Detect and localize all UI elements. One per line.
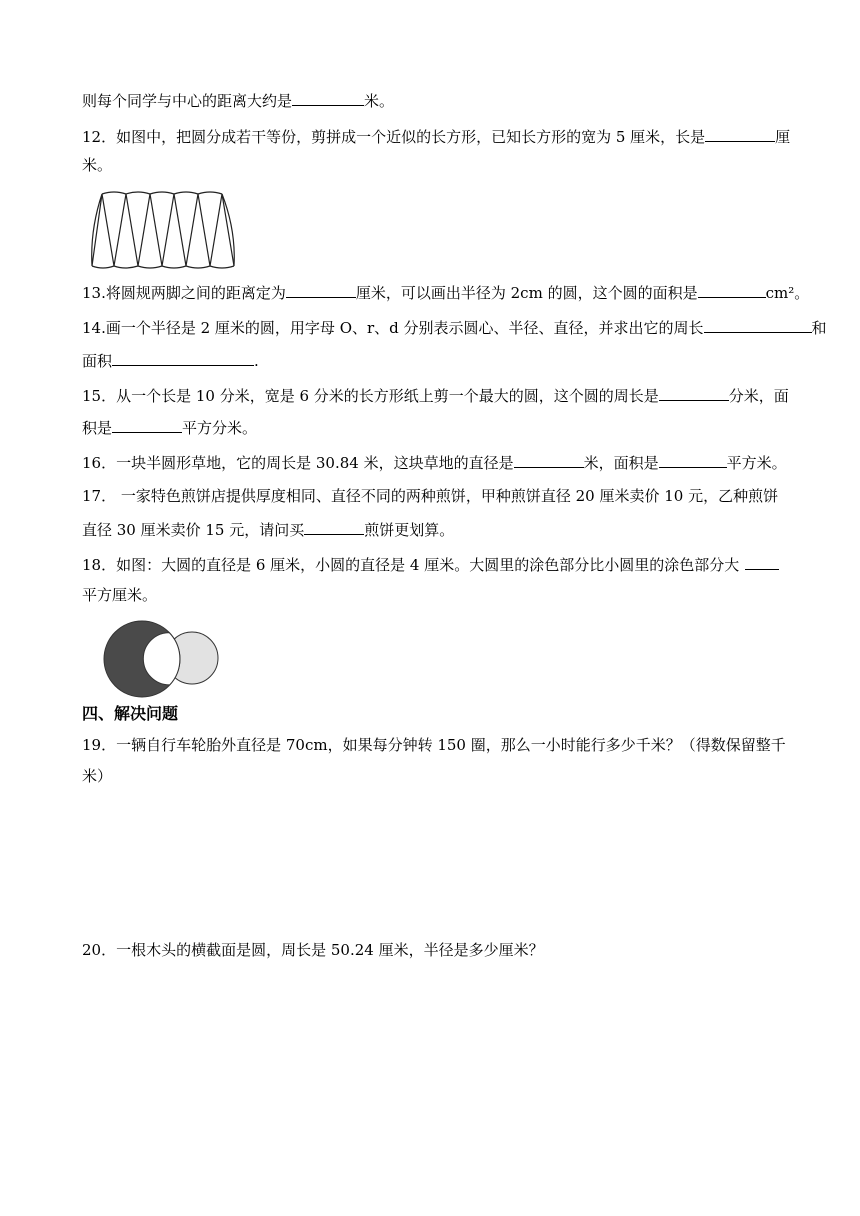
- answer-blank[interactable]: [292, 89, 364, 106]
- question-18-line1: 18．如图：大圆的直径是 6 厘米，小圆的直径是 4 厘米。大圆里的涂色部分比小圆里的涂色部分大: [82, 553, 812, 575]
- question-14-line2: 面积 .: [82, 349, 812, 371]
- question-12-line2: 米。: [82, 156, 113, 174]
- question-18-line2: 平方厘米。: [82, 586, 158, 604]
- question-13: 13.将圆规两脚之间的距离定为 厘米，可以画出半径为 2cm 的圆，这个圆的面积是 cm²。: [82, 281, 812, 303]
- question-14-line1: 14.画一个半径是 2 厘米的圆，用字母 O、r、d 分别表示圆心、半径、直径，并求出它的周长 和: [82, 316, 812, 338]
- answer-blank[interactable]: [112, 416, 182, 433]
- question-16: 16．一块半圆形草地，它的周长是 30.84 米，这块草地的直径是 米，面积是 平方米。: [82, 451, 812, 473]
- answer-blank[interactable]: [514, 451, 584, 468]
- question-19-line1: 19．一辆自行车轮胎外直径是 70cm，如果每分钟转 150 圈，那么一小时能行多少千米？（得数保留整千: [82, 736, 786, 754]
- question-17-line2: 直径 30 厘米卖价 15 元，请问买 煎饼更划算。: [82, 518, 812, 540]
- question-12-line1: 12．如图中，把圆分成若干等份，剪拼成一个近似的长方形，已知长方形的宽为 5 厘米，长是 厘: [82, 125, 812, 147]
- answer-blank[interactable]: [659, 384, 729, 401]
- question-17-line1: 17． 一家特色煎饼店提供厚度相同、直径不同的两种煎饼，甲种煎饼直径 20 厘米卖价 10 元，乙种煎饼: [82, 487, 779, 505]
- question-19-line2: 米）: [82, 767, 113, 785]
- answer-blank[interactable]: [704, 316, 812, 333]
- answer-blank[interactable]: [304, 518, 364, 535]
- question-20: 20．一根木头的横截面是圆，周长是 50.24 厘米，半径是多少厘米？: [82, 941, 544, 959]
- answer-blank[interactable]: [112, 349, 254, 366]
- overlapping-circles-figure: [100, 618, 230, 702]
- section-heading: 四、解决问题: [82, 704, 179, 723]
- answer-blank[interactable]: [745, 553, 779, 570]
- question-15-line1: 15．从一个长是 10 分米，宽是 6 分米的长方形纸上剪一个最大的圆，这个圆的周长是 分米，面: [82, 384, 812, 406]
- question-15-line2: 积是 平方分米。: [82, 416, 812, 438]
- sector-rectangle-figure: [88, 190, 238, 270]
- answer-blank[interactable]: [286, 281, 356, 298]
- answer-blank[interactable]: [659, 451, 727, 468]
- answer-blank[interactable]: [698, 281, 766, 298]
- answer-blank[interactable]: [705, 125, 775, 142]
- question-11-tail: 则每个同学与中心的距离大约是 米。: [82, 89, 812, 111]
